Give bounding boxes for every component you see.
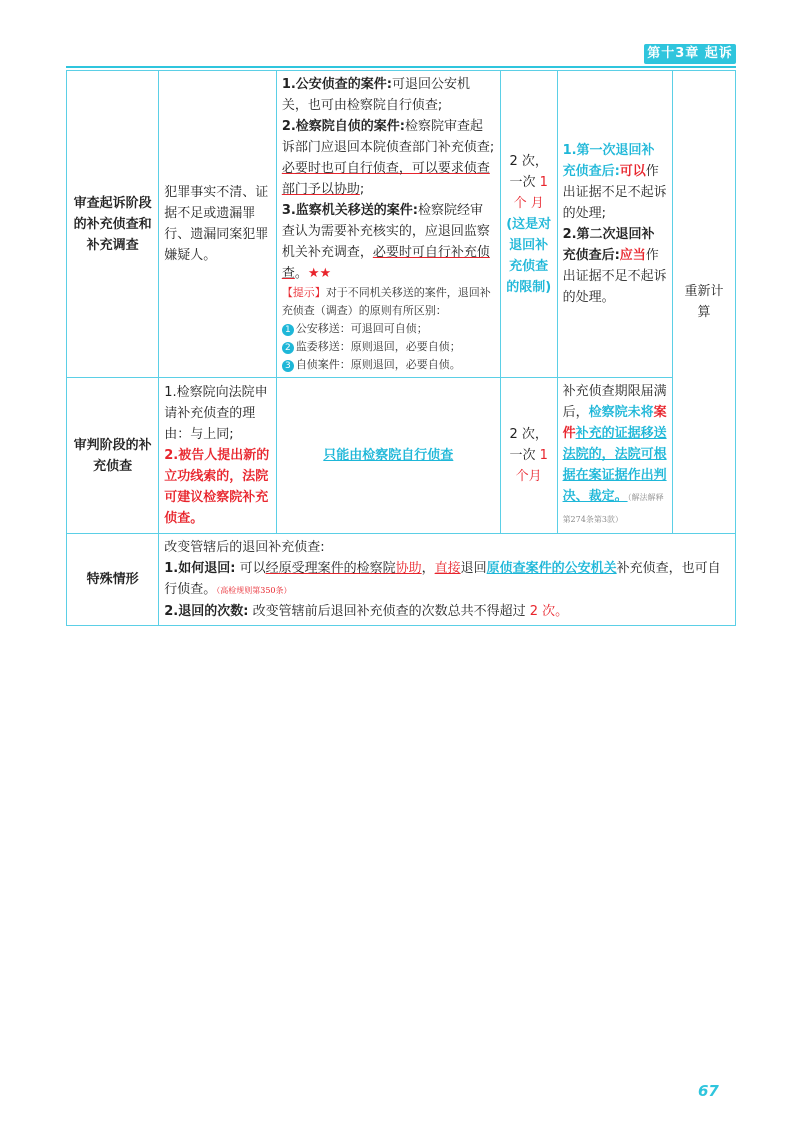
effect-trial-c: 案件 bbox=[562, 405, 667, 441]
tip-item-text: 自侦案件：原则退回，必要自侦。 bbox=[295, 358, 461, 371]
tip-item-text: 监委移送：原则退回，必要自侦； bbox=[295, 340, 461, 353]
method-item-1-text: 可退回公安机关，也可由检察院自行侦查; bbox=[281, 77, 471, 113]
method-trial bbox=[276, 378, 500, 534]
special-item-1-b: 经原受理案件的检察院 bbox=[265, 561, 396, 576]
effect-trial bbox=[557, 378, 673, 534]
tip-item bbox=[282, 338, 495, 356]
times-review-c: (这是对退回补充侦查的限制) bbox=[506, 216, 552, 295]
row-title-review: 审查起诉阶段的补充侦查和补充调查 bbox=[67, 71, 159, 378]
special-item-2-label: 2.退回的次数: bbox=[164, 604, 249, 619]
special-item-2 bbox=[164, 601, 730, 622]
row-trial-stage bbox=[67, 378, 736, 534]
times-trial-b: 1 个月 bbox=[515, 448, 548, 484]
special-item-1-c: 协助 bbox=[395, 561, 422, 576]
method-item-3-text-b: 必要时可自行补充侦查 bbox=[281, 245, 490, 281]
times-trial bbox=[500, 378, 557, 534]
period-cell: 重新计算 bbox=[673, 71, 736, 534]
method-item-1-label: 1.公安侦查的案件: bbox=[281, 77, 392, 92]
times-review bbox=[500, 71, 557, 378]
effect-trial-d: 补充的证据移送法院的，法院可根据在案证据作出判决、裁定。 bbox=[562, 426, 667, 504]
effect-trial-a: 补充侦查期限届满后， bbox=[562, 384, 667, 420]
method-item-2-text-b: 必要时也可自行侦查，可以要求侦查部门予以协助 bbox=[281, 161, 490, 197]
reason-trial-a: 1.检察院向法院申请补充侦查的理由：与上同; bbox=[164, 385, 268, 442]
reason-trial-b: 2.被告人提出新的立功线索的，法院可建议检察院补充侦查。 bbox=[164, 448, 270, 526]
effect-trial-b: 检察院未将 bbox=[588, 405, 654, 420]
special-item-1-label: 1.如何退回: bbox=[164, 561, 236, 576]
importance-stars: ★★ bbox=[307, 266, 332, 281]
method-item-3-label: 3.监察机关移送的案件: bbox=[281, 203, 418, 218]
effect-item-2 bbox=[563, 224, 668, 308]
effect-trial-note: （解法解释第274条第3款） bbox=[562, 493, 664, 524]
special-intro: 改变管辖后的退回补充侦查: bbox=[164, 540, 325, 555]
tip-block bbox=[282, 284, 495, 374]
method-item-3-text-a: 检察院经审查认为需要补充核实的，应退回监察机关补充调查， bbox=[281, 203, 490, 260]
method-item-2-label: 2.检察院自侦的案件: bbox=[281, 119, 405, 134]
chapter-tag: 第十3章 起诉 bbox=[644, 44, 736, 64]
row-special-case bbox=[67, 534, 736, 626]
special-item-1-f: 退回 bbox=[460, 561, 487, 576]
method-trial-text: 只能由检察院自行侦查 bbox=[323, 448, 454, 463]
method-item-3 bbox=[282, 200, 495, 284]
row-title-special: 特殊情形 bbox=[67, 534, 159, 626]
tip-item bbox=[282, 320, 495, 338]
method-item-2 bbox=[282, 116, 495, 200]
reason-trial bbox=[159, 378, 277, 534]
reason-review: 犯罪事实不清、证据不足或遗漏罪行、遗漏同案犯罪嫌疑人。 bbox=[159, 71, 277, 378]
tip-item-text: 公安移送：可退回可自侦； bbox=[295, 322, 428, 335]
method-item-2-end: ; bbox=[359, 182, 365, 197]
times-trial-a: 2 次，一次 bbox=[509, 427, 548, 463]
special-item-1-note: （高检规则第350条） bbox=[216, 586, 292, 595]
circle-number-icon: 1 bbox=[282, 324, 294, 336]
top-rule bbox=[66, 66, 736, 68]
method-item-2-text-a: 检察院审查起诉部门应退回本院侦查部门补充侦查; bbox=[281, 119, 495, 155]
times-review-b: 1 个 月 bbox=[513, 174, 548, 211]
method-item-3-end: 。 bbox=[294, 266, 308, 281]
effect-item-2-a: 应当 bbox=[619, 248, 646, 263]
special-item-1-g: 原侦查案件的公安机关 bbox=[486, 561, 617, 576]
special-item-1-e: 直接 bbox=[434, 561, 461, 576]
tip-label: 【提示】 bbox=[281, 286, 326, 299]
row-review-stage bbox=[67, 71, 736, 378]
special-item-2-b: 2 次。 bbox=[529, 604, 569, 619]
supplementary-investigation-table bbox=[66, 70, 736, 626]
circle-number-icon: 2 bbox=[282, 342, 294, 354]
special-item-2-a: 改变管辖前后退回补充侦查的次数总共不得超过 bbox=[252, 604, 526, 619]
special-item-1-h: 补充侦查，也可自行侦查。 bbox=[164, 561, 721, 597]
effect-item-1 bbox=[563, 140, 668, 224]
row-title-trial: 审判阶段的补充侦查 bbox=[67, 378, 159, 534]
special-item-1-d: ， bbox=[421, 561, 435, 576]
special-item-1-a: 可以 bbox=[239, 561, 266, 576]
method-review bbox=[276, 71, 500, 378]
times-review-a: 2 次，一次 bbox=[509, 153, 548, 190]
special-content bbox=[159, 534, 736, 626]
effect-review bbox=[557, 71, 673, 378]
effect-item-2-label: 2.第二次退回补充侦查后: bbox=[562, 227, 655, 263]
page-number: 67 bbox=[698, 1082, 719, 1100]
effect-item-1-b: 作出证据不足不起诉的处理; bbox=[562, 164, 667, 221]
tip-text: 对于不同机关移送的案件，退回补充侦查（调查）的原则有所区别： bbox=[281, 286, 491, 317]
effect-item-1-label: 1.第一次退回补充侦查后: bbox=[562, 143, 655, 179]
effect-item-2-b: 作出证据不足不起诉的处理。 bbox=[562, 248, 667, 305]
circle-number-icon: 3 bbox=[282, 360, 294, 372]
tip-item bbox=[282, 356, 495, 374]
effect-item-1-a: 可以 bbox=[619, 164, 646, 179]
special-item-1 bbox=[164, 558, 730, 601]
method-item-1 bbox=[282, 74, 495, 116]
